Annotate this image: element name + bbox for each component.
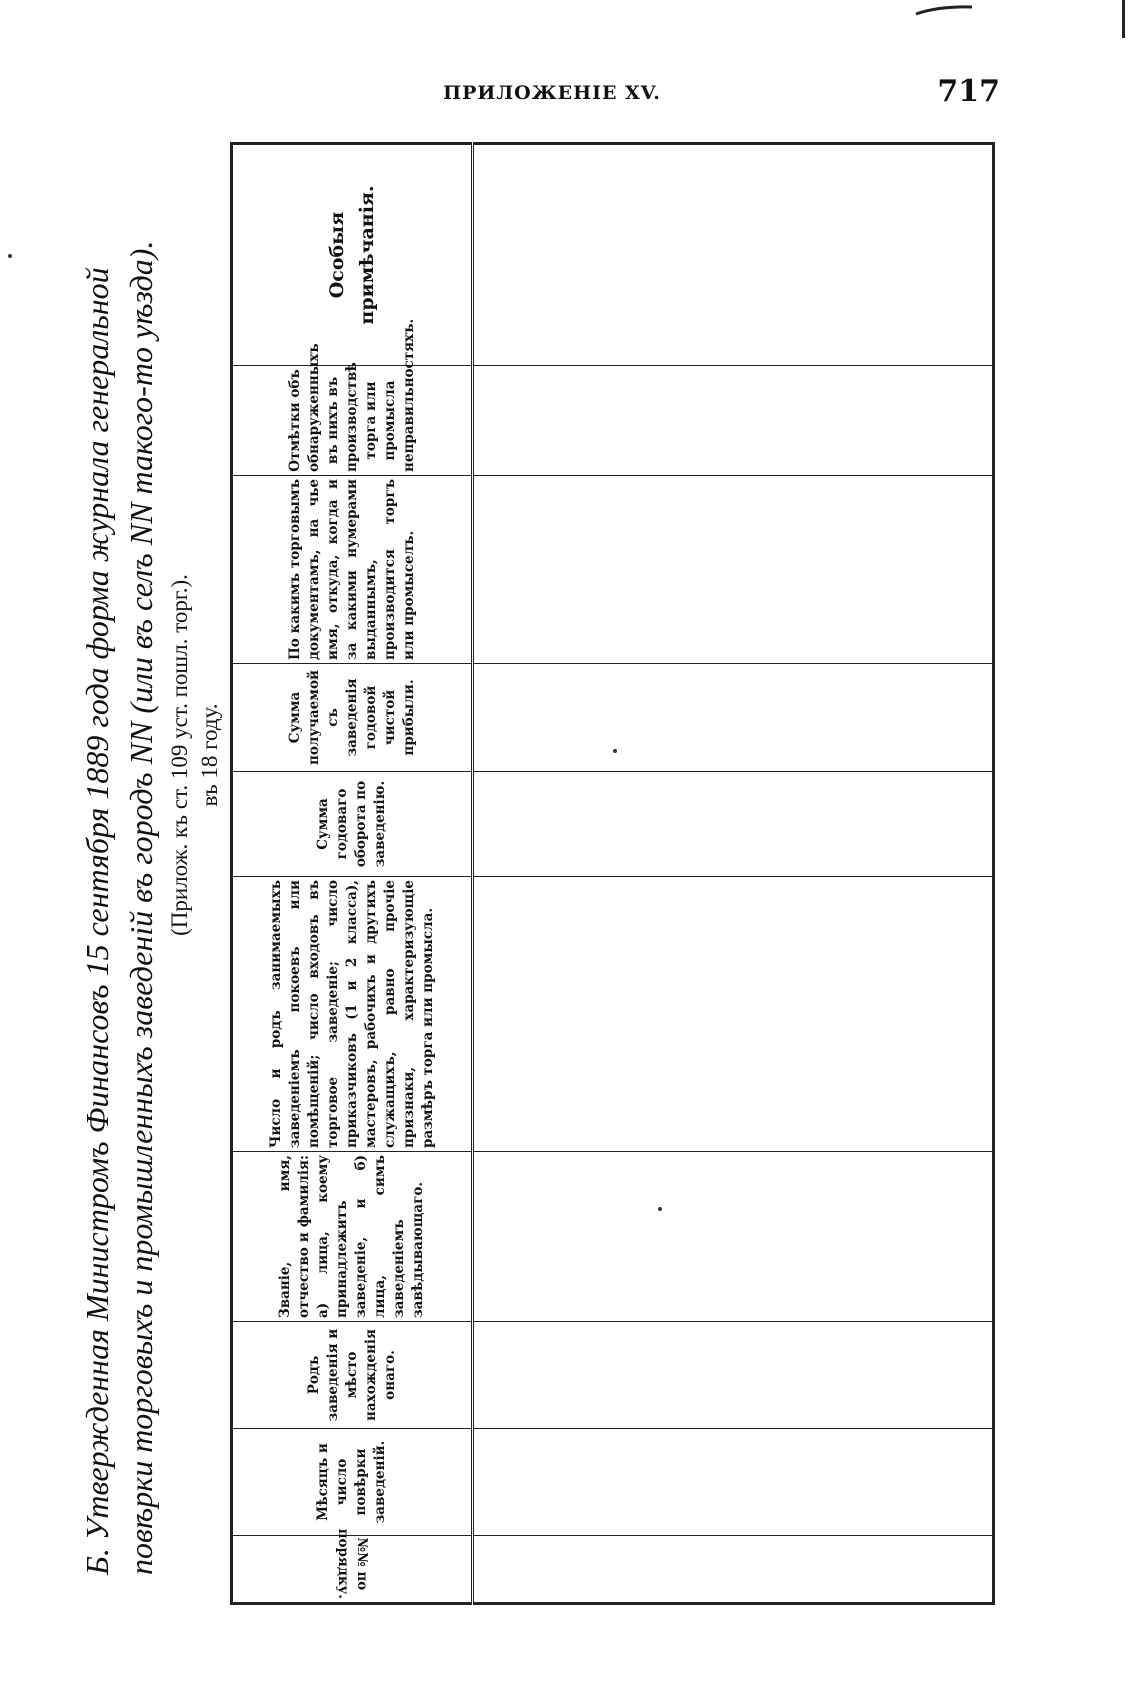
col-header-annual-turnover: Сумма годоваго оборота по заведенію.	[232, 772, 473, 877]
table-cell	[473, 772, 994, 877]
page-number: 717	[937, 74, 1000, 109]
table-cell	[473, 1536, 994, 1604]
col-header-irregularities: Отмѣтки объ обнаруженныхъ въ нихъ въ производствѣ торга или промысла неправильностяхъ.	[232, 366, 473, 476]
stray-dot	[8, 254, 12, 258]
table-cell	[473, 877, 994, 1152]
table-cell	[473, 1322, 994, 1429]
table-cell	[473, 366, 994, 476]
journal-form-table	[230, 142, 995, 1605]
table-header-row	[232, 144, 473, 1604]
col-header-trade-documents: По какимъ торговымъ документамъ, на чье имя, откуда, когда и за какими нумерами выданнымъ, производится торгъ или промыселъ.	[232, 476, 473, 664]
caption-line-1: Б. Утвержденная Министромъ Финансовъ 15 сентября 1889 года форма журнала генеральной	[79, 267, 115, 1575]
col-header-premises-staff: Число и родъ занимаемыхъ заведеніемъ покоевъ или помѣщеній; число входовъ въ торговое заведеніе; число приказчиковъ (1 и 2 класса), мастеровъ, рабочихъ и другихъ служащихъ, равно прочіе признаки, характеризующіе размѣръ торга или промысла.	[232, 877, 473, 1152]
col-header-number-label: №№ по порядку.	[335, 1528, 370, 1599]
col-header-special-notes: Особыя примѣчанія.	[232, 144, 473, 366]
page-edge-mark	[1122, 0, 1125, 38]
table-cell	[473, 476, 994, 664]
col-header-owner-manager: Званіе, имя, отчество и фамилія: а) лица, коему принадлежитъ заведеніе, и б) лица, симъ заведеніемъ завѣдывающаго.	[232, 1152, 473, 1322]
form-caption	[75, 145, 225, 1605]
rotated-form-block	[75, 145, 995, 1605]
table-cell	[473, 144, 994, 366]
page-header-title: ПРИЛОЖЕНІЕ XV.	[443, 82, 661, 104]
table-entry-row	[473, 144, 994, 1604]
caption-line-2: повѣрки торговыхъ и промышленныхъ заведеній въ городъ NN (или въ селъ NN такого-то уѣзда).	[123, 240, 159, 1575]
table-cell	[473, 1152, 994, 1322]
caption-line-3: (Прилож. къ ст. 109 уст. пошл. торг.).	[167, 574, 192, 936]
col-header-establishment-type: Родъ заведенія и мѣсто нахожденія онаго.	[232, 1322, 473, 1429]
col-header-net-profit: Сумма получаемой съ заведенія годовой чистой прибыли.	[232, 664, 473, 772]
corner-pencil-mark	[914, 4, 974, 16]
col-header-number	[232, 1528, 473, 1604]
table-cell	[473, 664, 994, 772]
caption-line-4: въ 18 году.	[197, 703, 222, 807]
table-cell	[473, 1429, 994, 1536]
col-header-inspection-date: Мѣсяцъ и число повѣрки заведеній.	[232, 1429, 473, 1536]
